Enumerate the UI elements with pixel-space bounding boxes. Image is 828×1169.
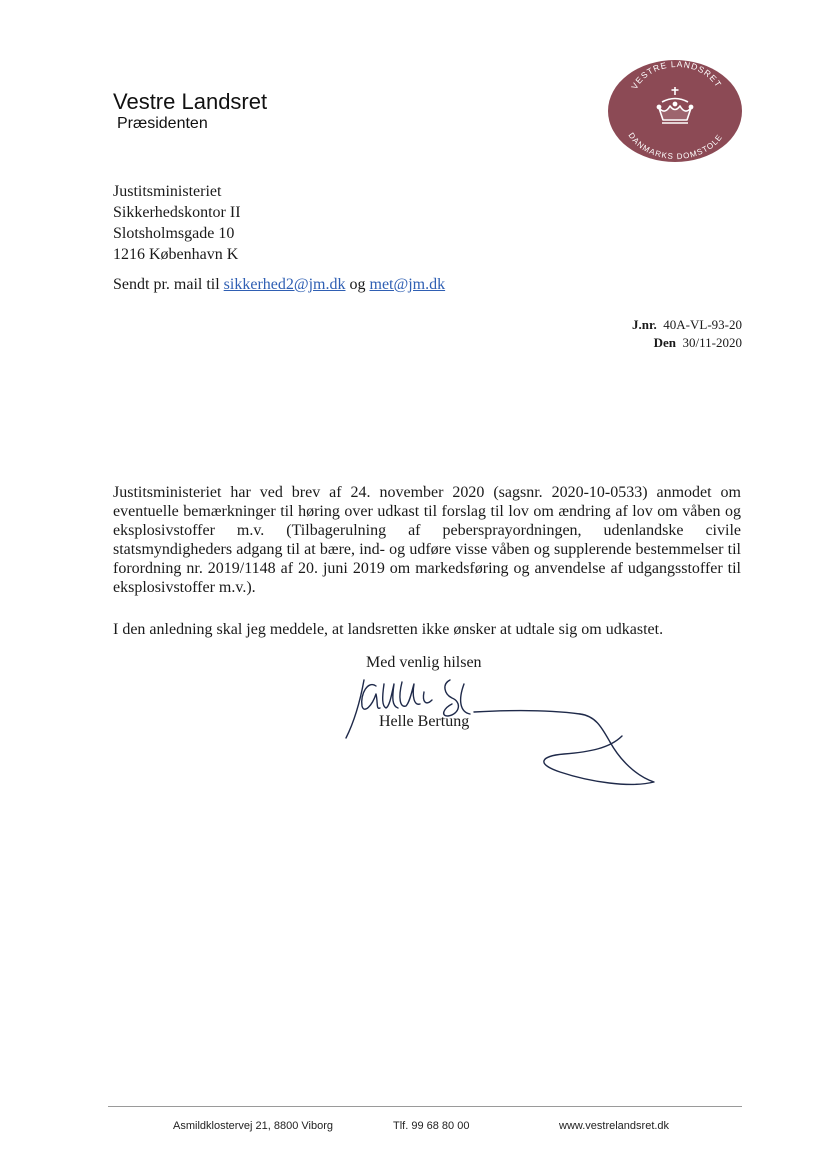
email-link-sikkerhed2[interactable]: sikkerhed2@jm.dk xyxy=(223,276,346,293)
handwritten-signature xyxy=(340,672,660,796)
sent-connector: og xyxy=(345,276,370,293)
court-name: Vestre Landsret xyxy=(113,89,268,114)
reference-block xyxy=(632,316,742,352)
sent-prefix: Sendt pr. mail til xyxy=(113,276,224,293)
footer-phone: Tlf. 99 68 80 00 xyxy=(393,1120,470,1132)
footer-address: Asmildklostervej 21, 8800 Viborg xyxy=(173,1120,333,1132)
recipient-line: Justitsministeriet xyxy=(113,183,222,200)
journal-number-label: J.nr. xyxy=(631,317,657,332)
body-paragraph: Justitsministeriet har ved brev af 24. november 2020 (sagsnr. 2020-10-0533) anmodet om eventuelle bemærkninger til høring over udkast til forslag til lov om ændring af lov om våben og eksplosivstoffer m.v. (Tilbagerulning af pebersprayordningen, udenlandske civile statsmyndigheders adgang til at bære, ind- og udføre visse våben og supplerende bestemmelser til forordning nr. 2019/1148 af 20. juni 2019 om markedsføring og anvendelse af udgangsstoffer til eksplosivstoffer m.v.). xyxy=(113,484,741,596)
date-value: 30/11-2020 xyxy=(682,335,742,350)
signer-name: Helle Bertung xyxy=(379,713,470,730)
recipient-address xyxy=(113,181,241,265)
seal-bottom-text: DANMARKS DOMSTOLE xyxy=(626,131,725,162)
closing-greeting: Med venlig hilsen xyxy=(366,654,482,671)
court-seal xyxy=(608,60,742,162)
seal-top-text: VESTRE LANDSRET xyxy=(629,60,724,92)
court-subtitle: Præsidenten xyxy=(117,115,208,132)
date-row xyxy=(632,334,742,352)
body-paragraph: I den anledning skal jeg meddele, at landsretten ikke ønsker at udtale sig om udkastet. xyxy=(113,621,664,638)
footer-divider xyxy=(108,1106,742,1107)
email-link-met[interactable]: met@jm.dk xyxy=(369,276,446,293)
sent-by-mail-line xyxy=(113,276,445,294)
recipient-line: Sikkerhedskontor II xyxy=(113,204,241,221)
journal-number-row xyxy=(632,316,742,334)
footer-website[interactable]: www.vestrelandsret.dk xyxy=(559,1120,670,1132)
recipient-line: Slotsholmsgade 10 xyxy=(113,225,235,242)
journal-number-value: 40A-VL-93-20 xyxy=(663,317,742,332)
recipient-line: 1216 København K xyxy=(113,246,239,263)
date-label: Den xyxy=(653,335,677,350)
